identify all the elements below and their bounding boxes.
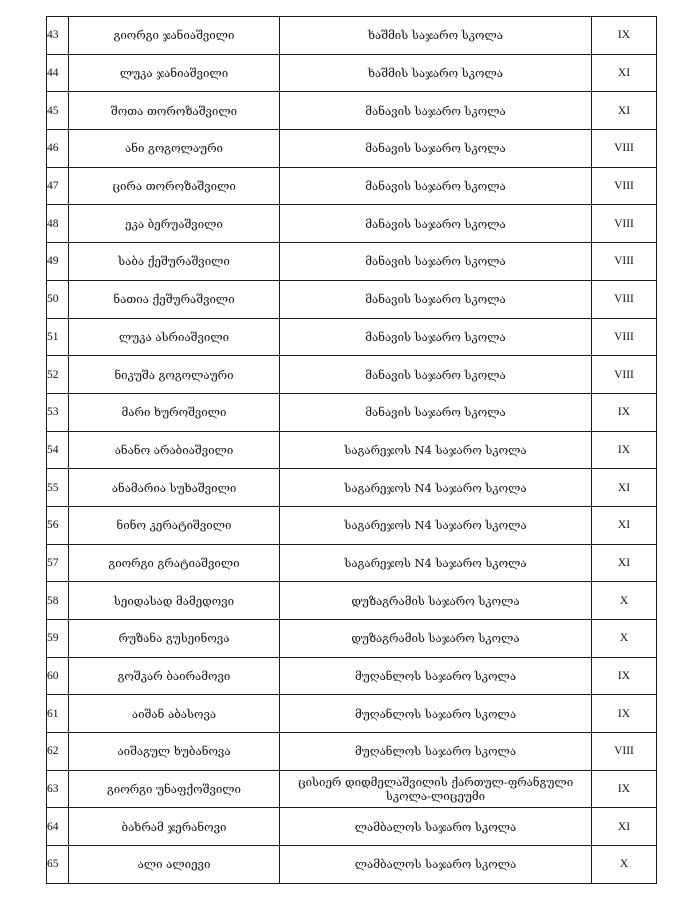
school-name: მანავის საჯარო სკოლა: [365, 103, 506, 118]
table-row: [47, 167, 657, 205]
student-name-cell: [69, 318, 280, 356]
table-row: [47, 582, 657, 620]
school-name: ლამბალოს საჯარო სკოლა: [354, 857, 517, 872]
student-name: ნათია ქეშურაშვილი: [113, 292, 235, 307]
school-name-cell: [280, 280, 592, 318]
table-row: [47, 469, 657, 507]
row-number: 64: [47, 820, 59, 833]
student-name: ანი გოგოლაური: [125, 141, 223, 156]
school-name: მუღანლოს საჯარო სკოლა: [354, 706, 517, 721]
grade-cell: [592, 243, 657, 281]
school-name: მანავის საჯარო სკოლა: [365, 367, 506, 382]
grade-cell: [592, 205, 657, 243]
row-number-cell: [47, 130, 69, 168]
school-name-cell: [280, 770, 592, 808]
table-row: [47, 243, 657, 281]
grade-cell: [592, 582, 657, 620]
school-name-cell: [280, 695, 592, 733]
row-number-cell: [47, 356, 69, 394]
school-name-cell: [280, 620, 592, 658]
student-name: ბახრამ ჯერანოვი: [121, 819, 227, 834]
school-name: დუზაგრამის საჯარო სკოლა: [351, 631, 520, 646]
row-number-cell: [47, 846, 69, 884]
student-name: ნიკუშა გოგოლაური: [114, 367, 234, 382]
student-name: რუზანა გუსეინოვა: [118, 631, 230, 646]
school-name-cell: [280, 167, 592, 205]
table-row: [47, 280, 657, 318]
table-row: [47, 92, 657, 130]
grade: IX: [617, 29, 631, 42]
row-number-cell: [47, 695, 69, 733]
row-number: 63: [47, 783, 59, 796]
table-row: [47, 431, 657, 469]
school-name-cell: [280, 846, 592, 884]
grade: VIII: [614, 142, 634, 155]
student-name-cell: [69, 54, 280, 92]
grade-cell: [592, 280, 657, 318]
table-row: [47, 506, 657, 544]
grade-cell: [592, 544, 657, 582]
grade-cell: [592, 356, 657, 394]
grade: VIII: [614, 745, 634, 758]
row-number: 44: [47, 67, 59, 80]
student-name: გიორგი ჯანიაშვილი: [113, 28, 235, 43]
row-number-cell: [47, 54, 69, 92]
grade: IX: [617, 443, 631, 456]
school-name: მანავის საჯარო სკოლა: [365, 292, 506, 307]
school-name: დუზაგრამის საჯარო სკოლა: [351, 593, 520, 608]
school-name-cell: [280, 393, 592, 431]
row-number-cell: [47, 318, 69, 356]
school-name: ლამბალოს საჯარო სკოლა: [354, 819, 517, 834]
row-number: 57: [47, 556, 59, 569]
row-number-cell: [47, 620, 69, 658]
row-number: 61: [47, 707, 59, 720]
student-name: სეიდასად მამედოვი: [113, 593, 235, 608]
school-name-cell: [280, 318, 592, 356]
grade-cell: [592, 167, 657, 205]
school-name-cell: [280, 657, 592, 695]
grade: IX: [617, 406, 631, 419]
school-name: მანავის საჯარო სკოლა: [365, 216, 506, 231]
school-name-cell: [280, 582, 592, 620]
school-name-cell: [280, 808, 592, 846]
school-name: ხაშმის საჯარო სკოლა: [367, 66, 503, 81]
student-name-cell: [69, 205, 280, 243]
grade: VIII: [614, 330, 634, 343]
table-row: [47, 393, 657, 431]
row-number-cell: [47, 205, 69, 243]
table-row: [47, 770, 657, 808]
school-name-cell: [280, 469, 592, 507]
table-row: [47, 544, 657, 582]
grade-cell: [592, 469, 657, 507]
row-number-cell: [47, 92, 69, 130]
grade: IX: [617, 670, 631, 683]
student-name: ეკა ბერუაშვილი: [125, 216, 223, 231]
table-row: [47, 54, 657, 92]
student-name: ცირა თოროზაშვილი: [112, 179, 236, 194]
school-name-cell: [280, 506, 592, 544]
grade-cell: [592, 92, 657, 130]
grade: VIII: [614, 293, 634, 306]
row-number: 59: [47, 632, 59, 645]
student-name-cell: [69, 469, 280, 507]
school-name: საგარეჯოს N4 საჯარო სკოლა: [344, 442, 527, 457]
student-name-cell: [69, 280, 280, 318]
school-name: მანავის საჯარო სკოლა: [365, 254, 506, 269]
row-number-cell: [47, 243, 69, 281]
row-number: 56: [47, 519, 59, 532]
student-name-cell: [69, 17, 280, 55]
row-number-cell: [47, 431, 69, 469]
student-name: ლუკა ასრიაშვილი: [118, 329, 230, 344]
school-name-cell: [280, 130, 592, 168]
student-name-cell: [69, 770, 280, 808]
row-number-cell: [47, 280, 69, 318]
table-row: [47, 318, 657, 356]
table-row: [47, 695, 657, 733]
student-name: ლუკა ჯანიაშვილი: [119, 66, 229, 81]
student-name-cell: [69, 808, 280, 846]
school-name: ხაშმის საჯარო სკოლა: [367, 28, 503, 43]
student-name-cell: [69, 846, 280, 884]
row-number-cell: [47, 469, 69, 507]
student-name: გიორგი გრატიაშვილი: [108, 555, 240, 570]
school-name-cell: [280, 243, 592, 281]
grade: IX: [617, 783, 631, 796]
student-name: აიშან აბასოვა: [131, 706, 217, 721]
row-number: 52: [47, 368, 59, 381]
student-name: მარი ხუროშვილი: [121, 405, 227, 420]
table-body: [47, 17, 657, 884]
row-number: 47: [47, 180, 59, 193]
school-name: მანავის საჯარო სკოლა: [365, 405, 506, 420]
table-row: [47, 733, 657, 771]
student-name-cell: [69, 695, 280, 733]
grade: VIII: [614, 255, 634, 268]
grade: VIII: [614, 217, 634, 230]
grade-cell: [592, 318, 657, 356]
grade: IX: [617, 707, 631, 720]
row-number: 62: [47, 745, 59, 758]
grade: X: [619, 594, 629, 607]
row-number: 43: [47, 29, 59, 42]
row-number: 45: [47, 104, 59, 117]
school-name: საგარეჯოს N4 საჯარო სკოლა: [344, 555, 527, 570]
school-name-cell: [280, 17, 592, 55]
grade-cell: [592, 393, 657, 431]
student-name-cell: [69, 582, 280, 620]
row-number: 49: [47, 255, 59, 268]
row-number: 53: [47, 406, 59, 419]
student-name-cell: [69, 243, 280, 281]
row-number: 54: [47, 443, 59, 456]
row-number-cell: [47, 17, 69, 55]
school-name-cell: [280, 544, 592, 582]
grade: X: [619, 858, 629, 871]
student-name-cell: [69, 130, 280, 168]
table-row: [47, 808, 657, 846]
school-name-cell: [280, 54, 592, 92]
student-name-cell: [69, 506, 280, 544]
participants-table: [46, 16, 657, 884]
student-name-cell: [69, 92, 280, 130]
grade-cell: [592, 770, 657, 808]
student-name-cell: [69, 657, 280, 695]
row-number-cell: [47, 770, 69, 808]
row-number-cell: [47, 808, 69, 846]
grade-cell: [592, 846, 657, 884]
grade: X: [619, 632, 629, 645]
school-name-cell: [280, 733, 592, 771]
grade-cell: [592, 17, 657, 55]
student-name: გოშკარ ბაირამოვი: [117, 669, 231, 684]
grade-cell: [592, 506, 657, 544]
grade-cell: [592, 695, 657, 733]
school-name-cell: [280, 92, 592, 130]
row-number-cell: [47, 506, 69, 544]
student-name: აიშაგულ ხუბანოვა: [117, 744, 231, 759]
grade-cell: [592, 54, 657, 92]
row-number: 65: [47, 858, 59, 871]
row-number: 46: [47, 142, 59, 155]
school-name-cell: [280, 431, 592, 469]
school-name: საგარეჯოს N4 საჯარო სკოლა: [344, 480, 527, 495]
student-name-cell: [69, 356, 280, 394]
school-name: მანავის საჯარო სკოლა: [365, 141, 506, 156]
table-row: [47, 846, 657, 884]
row-number-cell: [47, 393, 69, 431]
school-name: მანავის საჯარო სკოლა: [365, 329, 506, 344]
grade: VIII: [614, 368, 634, 381]
student-name-cell: [69, 431, 280, 469]
table-row: [47, 657, 657, 695]
grade-cell: [592, 130, 657, 168]
table-row: [47, 17, 657, 55]
student-name: ნინო კერატიშვილი: [116, 518, 232, 533]
student-name-cell: [69, 544, 280, 582]
row-number-cell: [47, 657, 69, 695]
row-number-cell: [47, 544, 69, 582]
row-number: 60: [47, 670, 59, 683]
row-number: 51: [47, 330, 59, 343]
student-name: ანანო არაბიაშვილი: [114, 442, 234, 457]
student-name-cell: [69, 167, 280, 205]
grade-cell: [592, 620, 657, 658]
grade: XI: [617, 820, 631, 833]
grade-cell: [592, 431, 657, 469]
table-row: [47, 205, 657, 243]
school-name: საგარეჯოს N4 საჯარო სკოლა: [344, 518, 527, 533]
grade: XI: [617, 519, 631, 532]
school-name: მუღანლოს საჯარო სკოლა: [354, 744, 517, 759]
student-name-cell: [69, 733, 280, 771]
row-number: 48: [47, 217, 59, 230]
student-name: ანამარია სუხაშვილი: [111, 480, 237, 495]
row-number-cell: [47, 167, 69, 205]
table-row: [47, 620, 657, 658]
grade: XI: [617, 104, 631, 117]
student-name: ალი ალიევი: [137, 857, 211, 872]
school-name: მუღანლოს საჯარო სკოლა: [354, 669, 517, 684]
table-row: [47, 130, 657, 168]
student-name: გიორგი უნაფქოშვილი: [107, 782, 241, 797]
grade: XI: [617, 481, 631, 494]
row-number: 58: [47, 594, 59, 607]
table-row: [47, 356, 657, 394]
student-name-cell: [69, 393, 280, 431]
row-number-cell: [47, 582, 69, 620]
school-name: ცისიერ დიდმელაშვილის ქართულ-ფრანგული სკოლა-ლიცეუმი: [297, 775, 574, 804]
grade: VIII: [614, 180, 634, 193]
school-name-cell: [280, 205, 592, 243]
school-name: მანავის საჯარო სკოლა: [365, 179, 506, 194]
school-name-cell: [280, 356, 592, 394]
grade-cell: [592, 733, 657, 771]
grade: XI: [617, 556, 631, 569]
row-number-cell: [47, 733, 69, 771]
row-number: 55: [47, 481, 59, 494]
row-number: 50: [47, 293, 59, 306]
grade-cell: [592, 808, 657, 846]
grade-cell: [592, 657, 657, 695]
grade: XI: [617, 67, 631, 80]
student-name: საბა ქეშურაშვილი: [118, 254, 230, 269]
student-name-cell: [69, 620, 280, 658]
student-name: შოთა თოროზაშვილი: [110, 103, 238, 118]
